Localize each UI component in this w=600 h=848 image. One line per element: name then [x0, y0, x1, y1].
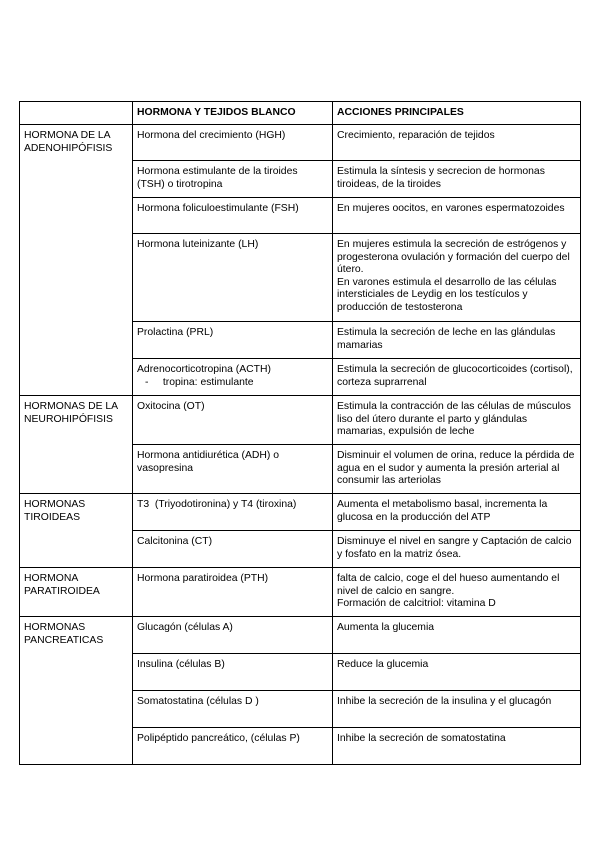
hormone-cell: Somatostatina (células D )	[133, 691, 333, 728]
hormone-cell: Insulina (células B)	[133, 654, 333, 691]
header-blank	[20, 102, 133, 125]
hormone-text-extra: - tropina: estimulante	[145, 376, 254, 388]
action-cell: Crecimiento, reparación de tejidos	[333, 125, 581, 161]
header-hormone: HORMONA Y TEJIDOS BLANCO	[133, 102, 333, 125]
hormone-table	[19, 101, 581, 765]
hormone-cell: Hormona del crecimiento (HGH)	[133, 125, 333, 161]
table-row	[20, 617, 581, 654]
header-actions: ACCIONES PRINCIPALES	[333, 102, 581, 125]
action-cell: Inhibe la secreción de somatostatina	[333, 728, 581, 765]
action-cell: Aumenta el metabolismo basal, incrementa la glucosa en la producción del ATP	[333, 494, 581, 531]
action-cell: Aumenta la glucemia	[333, 617, 581, 654]
action-cell: Inhibe la secreción de la insulina y el glucagón	[333, 691, 581, 728]
hormone-cell: Glucagón (células A)	[133, 617, 333, 654]
action-text: falta de calcio, coge el del hueso aumentando el nivel de calcio en sangre.	[337, 573, 560, 597]
action-cell	[333, 234, 581, 322]
action-cell: Estimula la contracción de las células de músculos liso del útero durante el parto y glándulas mamarias, expulsión de leche	[333, 396, 581, 445]
action-text-extra: En varones estimula el desarrollo de las células intersticiales de Leydig en los testículos y producción de testosterona	[337, 276, 557, 313]
hormone-cell: Hormona foliculoestimulante (FSH)	[133, 198, 333, 234]
hormone-cell: Hormona estimulante de la tiroides (TSH) o tirotropina	[133, 161, 333, 198]
action-cell: En mujeres oocitos, en varones espermatozoides	[333, 198, 581, 234]
group-label: HORMONAS TIROIDEAS	[20, 494, 133, 568]
group-label: HORMONAS DE LA NEUROHIPÓFISIS	[20, 396, 133, 494]
table-row	[20, 125, 581, 161]
action-cell: Disminuye el nivel en sangre y Captación de calcio y fosfato en la matriz ósea.	[333, 531, 581, 568]
table-row	[20, 568, 581, 617]
hormone-cell: Polipéptido pancreático, (células P)	[133, 728, 333, 765]
hormone-cell: Prolactina (PRL)	[133, 322, 333, 359]
header-row	[20, 102, 581, 125]
action-cell: Estimula la secreción de leche en las glándulas mamarias	[333, 322, 581, 359]
action-cell: Estimula la síntesis y secrecion de hormonas tiroideas, de la tiroides	[333, 161, 581, 198]
action-cell: Estimula la secreción de glucocorticoides (cortisol), corteza suprarrenal	[333, 359, 581, 396]
hormone-cell: Hormona antidiurética (ADH) o vasopresina	[133, 445, 333, 494]
hormone-text: Adrenocorticotropina (ACTH)	[137, 364, 271, 375]
action-text: En mujeres estimula la secreción de estrógenos y progesterona ovulación y formación del cuerpo del útero.	[337, 239, 570, 275]
group-label: HORMONA DE LA ADENOHIPÓFISIS	[20, 125, 133, 396]
group-label: HORMONAS PANCREATICAS	[20, 617, 133, 765]
hormone-cell: Oxitocina (OT)	[133, 396, 333, 445]
table-row	[20, 494, 581, 531]
hormone-cell: T3 (Triyodotironina) y T4 (tiroxina)	[133, 494, 333, 531]
action-cell: Disminuir el volumen de orina, reduce la pérdida de agua en el sudor y aumenta la presión arterial al consumir las arteriolas	[333, 445, 581, 494]
group-label: HORMONA PARATIROIDEA	[20, 568, 133, 617]
table-row	[20, 396, 581, 445]
hormone-cell: Hormona paratiroidea (PTH)	[133, 568, 333, 617]
action-cell: Reduce la glucemia	[333, 654, 581, 691]
hormone-cell: Calcitonina (CT)	[133, 531, 333, 568]
action-text-extra: Formación de calcitriol: vitamina D	[337, 598, 496, 609]
hormone-cell: Hormona luteinizante (LH)	[133, 234, 333, 322]
hormone-cell	[133, 359, 333, 396]
action-cell	[333, 568, 581, 617]
